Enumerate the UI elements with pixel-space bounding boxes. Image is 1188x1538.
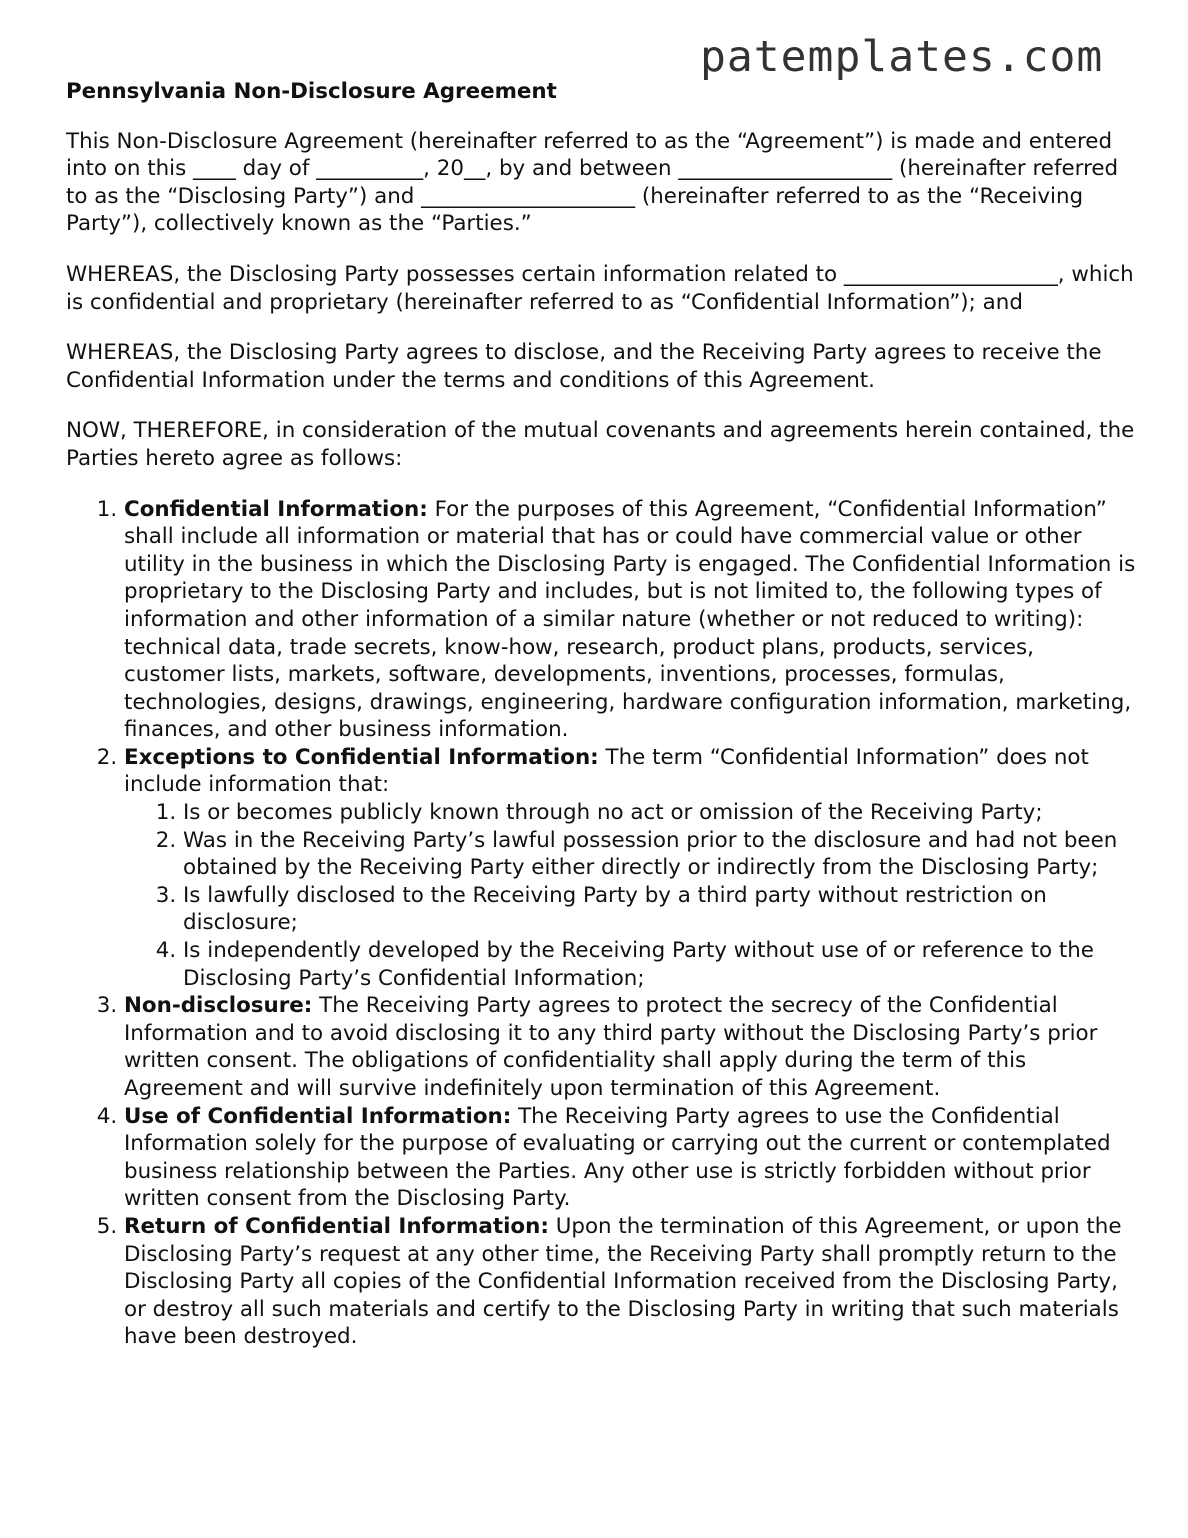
- section-term: Return of Confidential Information:: [124, 1213, 549, 1239]
- section-use-of-confidential-information: [124, 1103, 1136, 1213]
- now-therefore-paragraph: NOW, THEREFORE, in consideration of the mutual covenants and agreements herein contained, the Parties hereto agree as follows:: [66, 418, 1135, 471]
- section-term: Confidential Information:: [124, 496, 428, 522]
- exception-item: 2. Was in the Receiving Party’s lawful possession prior to the disclosure and had not been obtained by the Receiving Party either directly or indirectly from the Disclosing Party;: [183, 827, 1136, 882]
- section-text: The Receiving Party agrees to protect the secrecy of the Confidential Information and to avoid disclosing it to any third party without the Disclosing Party’s prior written consent. The obligations of confidentiality shall apply during the term of this Agreement and will survive indefinitely upon termination of this Agreement.: [124, 993, 1098, 1101]
- section-exceptions: [124, 744, 1136, 992]
- section-non-disclosure: [124, 992, 1136, 1102]
- watermark: patemplates.com: [700, 32, 1104, 82]
- section-return-of-confidential-information: [124, 1213, 1136, 1351]
- document-title: Pennsylvania Non-Disclosure Agreement: [66, 79, 557, 104]
- section-text: The Receiving Party agrees to use the Confidential Information solely for the purpose of evaluating or carrying out the current or contemplated business relationship between the Parties. Any other use is strictly forbidden without prior written consent from the Disclosing Party.: [124, 1103, 1111, 1212]
- section-term: Non-disclosure:: [124, 993, 313, 1019]
- intro-paragraph: This Non-Disclosure Agreement (hereinafter referred to as the “Agreement”) is made and entered into on this ____ day of __________, 20__, by and between ____________________ (hereinafter referred to as the “Disclosing Party”) and ____________________ (hereinafter referred to as the “Receiving Party”), collectively known as the “Parties.”: [66, 128, 1119, 237]
- exceptions-sublist: [124, 799, 1136, 992]
- document-body: [66, 78, 1136, 1351]
- section-text: Upon the termination of this Agreement, or upon the Disclosing Party’s request at any other time, the Receiving Party shall promptly return to the Disclosing Party all copies of the Confidential Information received from the Disclosing Party, or destroy all such materials and certify to the Disclosing Party in writing that such materials have been destroyed.: [124, 1213, 1122, 1350]
- whereas-paragraph-1: WHEREAS, the Disclosing Party possesses certain information related to ____________________, which is confidential and proprietary (hereinafter referred to as “Confidential Information”); and: [66, 261, 1134, 315]
- exception-item: 1. Is or becomes publicly known through no act or omission of the Receiving Party;: [183, 799, 1136, 827]
- section-confidential-information: [124, 496, 1136, 744]
- section-term: Exceptions to Confidential Information:: [124, 744, 599, 770]
- section-term: Use of Confidential Information:: [124, 1103, 512, 1129]
- exception-item: 4. Is independently developed by the Receiving Party without use of or reference to the Disclosing Party’s Confidential Information;: [183, 937, 1136, 992]
- section-text: The term “Confidential Information” does not include information that:: [124, 744, 1089, 798]
- sections-list: [66, 496, 1136, 1351]
- exception-item: 3. Is lawfully disclosed to the Receiving Party by a third party without restriction on disclosure;: [183, 882, 1136, 937]
- whereas-paragraph-2: WHEREAS, the Disclosing Party agrees to disclose, and the Receiving Party agrees to receive the Confidential Information under the terms and conditions of this Agreement.: [66, 340, 1102, 393]
- section-text: For the purposes of this Agreement, “Confidential Information” shall include all information or material that has or could have commercial value or other utility in the business in which the Disclosing Party is engaged. The Confidential Information is proprietary to the Disclosing Party and includes, but is not limited to, the following types of information and other information of a similar nature (whether or not reduced to writing): technical data, trade secrets, know-how, research, product plans, products, services, customer lists, markets, software, developments, inventions, processes, formulas, technologies, designs, drawings, engineering, hardware configuration information, marketing, finances, and other business information.: [124, 496, 1136, 743]
